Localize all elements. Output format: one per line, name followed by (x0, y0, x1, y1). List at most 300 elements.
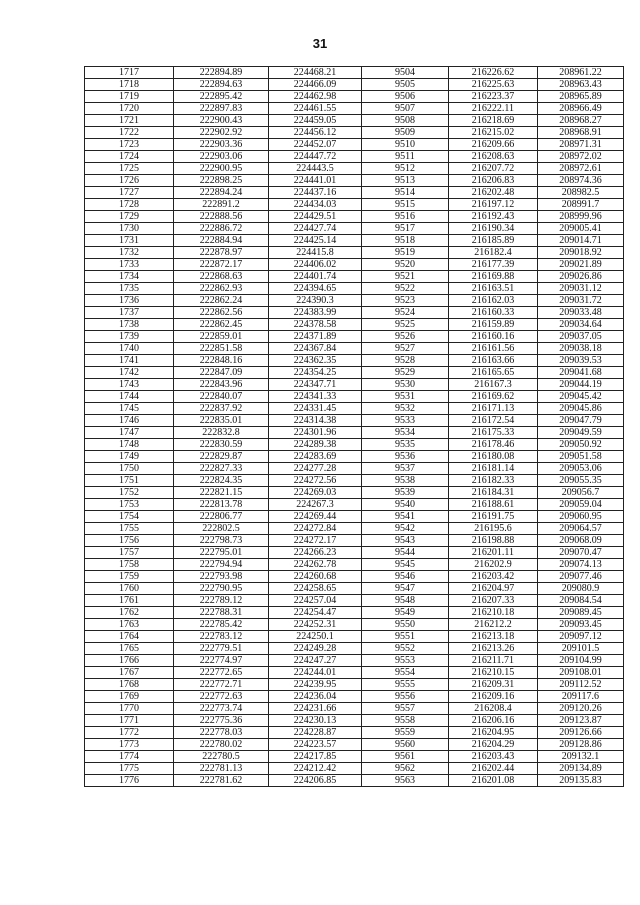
table-row (85, 667, 624, 679)
table-row (85, 679, 624, 691)
y-coordinate-a-cell: 224341.33 (269, 391, 362, 403)
x-coordinate-b-cell: 216212.2 (449, 619, 538, 631)
point-number-b-cell: 9562 (362, 763, 449, 775)
x-coordinate-b-cell: 216160.33 (449, 307, 538, 319)
point-number-a-cell: 1717 (85, 67, 174, 79)
y-coordinate-a-cell: 224461.55 (269, 103, 362, 115)
point-number-b-cell: 9547 (362, 583, 449, 595)
point-number-b-cell: 9550 (362, 619, 449, 631)
point-number-a-cell: 1750 (85, 463, 174, 475)
point-number-b-cell: 9507 (362, 103, 449, 115)
point-number-a-cell: 1765 (85, 643, 174, 655)
y-coordinate-b-cell: 209045.86 (538, 403, 624, 415)
x-coordinate-b-cell: 216162.03 (449, 295, 538, 307)
y-coordinate-b-cell: 208972.02 (538, 151, 624, 163)
point-number-a-cell: 1725 (85, 163, 174, 175)
y-coordinate-a-cell: 224406.02 (269, 259, 362, 271)
x-coordinate-b-cell: 216185.89 (449, 235, 538, 247)
x-coordinate-b-cell: 216202.9 (449, 559, 538, 571)
x-coordinate-b-cell: 216215.02 (449, 127, 538, 139)
y-coordinate-a-cell: 224260.68 (269, 571, 362, 583)
point-number-b-cell: 9545 (362, 559, 449, 571)
x-coordinate-b-cell: 216167.3 (449, 379, 538, 391)
y-coordinate-b-cell: 208965.89 (538, 91, 624, 103)
y-coordinate-a-cell: 224277.28 (269, 463, 362, 475)
point-number-b-cell: 9546 (362, 571, 449, 583)
x-coordinate-b-cell: 216203.42 (449, 571, 538, 583)
y-coordinate-a-cell: 224347.71 (269, 379, 362, 391)
table-row (85, 103, 624, 115)
x-coordinate-a-cell: 222798.73 (174, 535, 269, 547)
y-coordinate-b-cell: 209097.12 (538, 631, 624, 643)
table-row (85, 547, 624, 559)
x-coordinate-a-cell: 222772.71 (174, 679, 269, 691)
point-number-b-cell: 9551 (362, 631, 449, 643)
y-coordinate-a-cell: 224383.99 (269, 307, 362, 319)
point-number-a-cell: 1729 (85, 211, 174, 223)
x-coordinate-a-cell: 222900.43 (174, 115, 269, 127)
y-coordinate-b-cell: 209128.86 (538, 739, 624, 751)
point-number-a-cell: 1745 (85, 403, 174, 415)
point-number-b-cell: 9524 (362, 307, 449, 319)
table-row (85, 151, 624, 163)
point-number-a-cell: 1770 (85, 703, 174, 715)
point-number-a-cell: 1736 (85, 295, 174, 307)
table-row (85, 523, 624, 535)
y-coordinate-a-cell: 224247.27 (269, 655, 362, 667)
point-number-b-cell: 9525 (362, 319, 449, 331)
point-number-b-cell: 9528 (362, 355, 449, 367)
y-coordinate-a-cell: 224456.12 (269, 127, 362, 139)
y-coordinate-b-cell: 209112.52 (538, 679, 624, 691)
y-coordinate-b-cell: 209051.58 (538, 451, 624, 463)
x-coordinate-a-cell: 222847.09 (174, 367, 269, 379)
point-number-a-cell: 1751 (85, 475, 174, 487)
y-coordinate-b-cell: 208961.22 (538, 67, 624, 79)
point-number-b-cell: 9552 (362, 643, 449, 655)
x-coordinate-a-cell: 222837.92 (174, 403, 269, 415)
point-number-b-cell: 9559 (362, 727, 449, 739)
point-number-a-cell: 1727 (85, 187, 174, 199)
x-coordinate-a-cell: 222886.72 (174, 223, 269, 235)
table-row (85, 703, 624, 715)
x-coordinate-a-cell: 222829.87 (174, 451, 269, 463)
point-number-b-cell: 9553 (362, 655, 449, 667)
x-coordinate-a-cell: 222793.98 (174, 571, 269, 583)
y-coordinate-a-cell: 224228.87 (269, 727, 362, 739)
x-coordinate-a-cell: 222785.42 (174, 619, 269, 631)
y-coordinate-a-cell: 224425.14 (269, 235, 362, 247)
y-coordinate-b-cell: 209068.09 (538, 535, 624, 547)
x-coordinate-b-cell: 216159.89 (449, 319, 538, 331)
y-coordinate-b-cell: 209044.19 (538, 379, 624, 391)
y-coordinate-a-cell: 224462.98 (269, 91, 362, 103)
x-coordinate-a-cell: 222894.63 (174, 79, 269, 91)
x-coordinate-b-cell: 216213.18 (449, 631, 538, 643)
point-number-a-cell: 1730 (85, 223, 174, 235)
table-row (85, 775, 624, 787)
y-coordinate-a-cell: 224272.84 (269, 523, 362, 535)
y-coordinate-a-cell: 224266.23 (269, 547, 362, 559)
y-coordinate-a-cell: 224401.74 (269, 271, 362, 283)
x-coordinate-a-cell: 222898.25 (174, 175, 269, 187)
x-coordinate-a-cell: 222832.8 (174, 427, 269, 439)
y-coordinate-a-cell: 224217.85 (269, 751, 362, 763)
y-coordinate-a-cell: 224452.07 (269, 139, 362, 151)
y-coordinate-a-cell: 224354.25 (269, 367, 362, 379)
point-number-b-cell: 9557 (362, 703, 449, 715)
point-number-a-cell: 1759 (85, 571, 174, 583)
y-coordinate-b-cell: 209093.45 (538, 619, 624, 631)
x-coordinate-a-cell: 222862.45 (174, 319, 269, 331)
table-row (85, 175, 624, 187)
y-coordinate-b-cell: 208991.7 (538, 199, 624, 211)
point-number-a-cell: 1731 (85, 235, 174, 247)
point-number-b-cell: 9521 (362, 271, 449, 283)
x-coordinate-b-cell: 216210.15 (449, 667, 538, 679)
point-number-a-cell: 1774 (85, 751, 174, 763)
y-coordinate-b-cell: 209064.57 (538, 523, 624, 535)
point-number-b-cell: 9529 (362, 367, 449, 379)
x-coordinate-a-cell: 222862.93 (174, 283, 269, 295)
y-coordinate-a-cell: 224252.31 (269, 619, 362, 631)
x-coordinate-b-cell: 216181.14 (449, 463, 538, 475)
y-coordinate-a-cell: 224459.05 (269, 115, 362, 127)
table-row (85, 727, 624, 739)
y-coordinate-a-cell: 224314.38 (269, 415, 362, 427)
point-number-a-cell: 1737 (85, 307, 174, 319)
table-row (85, 499, 624, 511)
x-coordinate-a-cell: 222900.95 (174, 163, 269, 175)
point-number-b-cell: 9535 (362, 439, 449, 451)
y-coordinate-a-cell: 224289.38 (269, 439, 362, 451)
table-row (85, 367, 624, 379)
table-row (85, 91, 624, 103)
point-number-b-cell: 9539 (362, 487, 449, 499)
table-row (85, 307, 624, 319)
x-coordinate-b-cell: 216213.26 (449, 643, 538, 655)
table-row (85, 631, 624, 643)
y-coordinate-a-cell: 224244.01 (269, 667, 362, 679)
y-coordinate-b-cell: 209037.05 (538, 331, 624, 343)
x-coordinate-b-cell: 216178.46 (449, 439, 538, 451)
y-coordinate-b-cell: 209117.6 (538, 691, 624, 703)
point-number-b-cell: 9540 (362, 499, 449, 511)
y-coordinate-b-cell: 209031.72 (538, 295, 624, 307)
x-coordinate-b-cell: 216180.08 (449, 451, 538, 463)
point-number-a-cell: 1771 (85, 715, 174, 727)
point-number-a-cell: 1760 (85, 583, 174, 595)
x-coordinate-b-cell: 216160.16 (449, 331, 538, 343)
x-coordinate-a-cell: 222897.83 (174, 103, 269, 115)
y-coordinate-a-cell: 224231.66 (269, 703, 362, 715)
table-row (85, 391, 624, 403)
point-number-b-cell: 9538 (362, 475, 449, 487)
x-coordinate-a-cell: 222862.56 (174, 307, 269, 319)
x-coordinate-a-cell: 222903.36 (174, 139, 269, 151)
x-coordinate-b-cell: 216201.08 (449, 775, 538, 787)
point-number-b-cell: 9509 (362, 127, 449, 139)
x-coordinate-a-cell: 222775.36 (174, 715, 269, 727)
x-coordinate-b-cell: 216161.56 (449, 343, 538, 355)
x-coordinate-a-cell: 222790.95 (174, 583, 269, 595)
y-coordinate-b-cell: 209059.04 (538, 499, 624, 511)
x-coordinate-a-cell: 222813.78 (174, 499, 269, 511)
point-number-a-cell: 1721 (85, 115, 174, 127)
y-coordinate-b-cell: 208968.91 (538, 127, 624, 139)
point-number-a-cell: 1728 (85, 199, 174, 211)
x-coordinate-a-cell: 222773.74 (174, 703, 269, 715)
table-row (85, 319, 624, 331)
point-number-a-cell: 1743 (85, 379, 174, 391)
point-number-b-cell: 9526 (362, 331, 449, 343)
table-row (85, 571, 624, 583)
point-number-a-cell: 1761 (85, 595, 174, 607)
x-coordinate-a-cell: 222827.33 (174, 463, 269, 475)
point-number-b-cell: 9516 (362, 211, 449, 223)
y-coordinate-b-cell: 208982.5 (538, 187, 624, 199)
table-row (85, 259, 624, 271)
y-coordinate-b-cell: 209104.99 (538, 655, 624, 667)
y-coordinate-a-cell: 224443.5 (269, 163, 362, 175)
y-coordinate-a-cell: 224437.16 (269, 187, 362, 199)
point-number-a-cell: 1762 (85, 607, 174, 619)
x-coordinate-a-cell: 222894.89 (174, 67, 269, 79)
y-coordinate-b-cell: 209050.92 (538, 439, 624, 451)
y-coordinate-b-cell: 209060.95 (538, 511, 624, 523)
point-number-a-cell: 1773 (85, 739, 174, 751)
x-coordinate-a-cell: 222783.12 (174, 631, 269, 643)
table-row (85, 247, 624, 259)
x-coordinate-a-cell: 222772.63 (174, 691, 269, 703)
x-coordinate-a-cell: 222806.77 (174, 511, 269, 523)
table-row (85, 415, 624, 427)
point-number-b-cell: 9504 (362, 67, 449, 79)
point-number-b-cell: 9523 (362, 295, 449, 307)
y-coordinate-b-cell: 209134.89 (538, 763, 624, 775)
table-row (85, 379, 624, 391)
y-coordinate-a-cell: 224447.72 (269, 151, 362, 163)
x-coordinate-b-cell: 216209.16 (449, 691, 538, 703)
x-coordinate-a-cell: 222779.51 (174, 643, 269, 655)
point-number-a-cell: 1740 (85, 343, 174, 355)
point-number-a-cell: 1764 (85, 631, 174, 643)
y-coordinate-a-cell: 224301.96 (269, 427, 362, 439)
y-coordinate-b-cell: 209049.59 (538, 427, 624, 439)
x-coordinate-a-cell: 222778.03 (174, 727, 269, 739)
x-coordinate-b-cell: 216163.66 (449, 355, 538, 367)
table-row (85, 511, 624, 523)
point-number-b-cell: 9514 (362, 187, 449, 199)
table-row (85, 487, 624, 499)
y-coordinate-b-cell: 209018.92 (538, 247, 624, 259)
x-coordinate-b-cell: 216203.43 (449, 751, 538, 763)
x-coordinate-b-cell: 216207.33 (449, 595, 538, 607)
point-number-a-cell: 1758 (85, 559, 174, 571)
point-number-a-cell: 1738 (85, 319, 174, 331)
table-row (85, 115, 624, 127)
y-coordinate-b-cell: 209034.64 (538, 319, 624, 331)
y-coordinate-a-cell: 224429.51 (269, 211, 362, 223)
point-number-b-cell: 9519 (362, 247, 449, 259)
y-coordinate-a-cell: 224269.03 (269, 487, 362, 499)
y-coordinate-a-cell: 224362.35 (269, 355, 362, 367)
x-coordinate-b-cell: 216169.88 (449, 271, 538, 283)
x-coordinate-a-cell: 222843.96 (174, 379, 269, 391)
y-coordinate-b-cell: 208968.27 (538, 115, 624, 127)
point-number-b-cell: 9537 (362, 463, 449, 475)
y-coordinate-b-cell: 209053.06 (538, 463, 624, 475)
point-number-b-cell: 9544 (362, 547, 449, 559)
point-number-b-cell: 9508 (362, 115, 449, 127)
point-number-a-cell: 1748 (85, 439, 174, 451)
y-coordinate-a-cell: 224390.3 (269, 295, 362, 307)
point-number-a-cell: 1746 (85, 415, 174, 427)
x-coordinate-a-cell: 222872.17 (174, 259, 269, 271)
table-row (85, 739, 624, 751)
y-coordinate-a-cell: 224441.01 (269, 175, 362, 187)
x-coordinate-a-cell: 222830.59 (174, 439, 269, 451)
x-coordinate-b-cell: 216204.95 (449, 727, 538, 739)
y-coordinate-b-cell: 209135.83 (538, 775, 624, 787)
x-coordinate-b-cell: 216209.66 (449, 139, 538, 151)
table-row (85, 583, 624, 595)
table-row (85, 463, 624, 475)
x-coordinate-a-cell: 222891.2 (174, 199, 269, 211)
point-number-b-cell: 9530 (362, 379, 449, 391)
point-number-b-cell: 9560 (362, 739, 449, 751)
point-number-a-cell: 1735 (85, 283, 174, 295)
point-number-a-cell: 1739 (85, 331, 174, 343)
table-row (85, 427, 624, 439)
x-coordinate-a-cell: 222781.62 (174, 775, 269, 787)
y-coordinate-a-cell: 224367.84 (269, 343, 362, 355)
x-coordinate-b-cell: 216223.37 (449, 91, 538, 103)
y-coordinate-a-cell: 224331.45 (269, 403, 362, 415)
point-number-a-cell: 1734 (85, 271, 174, 283)
point-number-b-cell: 9506 (362, 91, 449, 103)
point-number-b-cell: 9536 (362, 451, 449, 463)
x-coordinate-a-cell: 222789.12 (174, 595, 269, 607)
x-coordinate-a-cell: 222824.35 (174, 475, 269, 487)
table-row (85, 559, 624, 571)
point-number-a-cell: 1744 (85, 391, 174, 403)
x-coordinate-b-cell: 216182.4 (449, 247, 538, 259)
y-coordinate-a-cell: 224250.1 (269, 631, 362, 643)
x-coordinate-b-cell: 216202.44 (449, 763, 538, 775)
table-row (85, 271, 624, 283)
y-coordinate-a-cell: 224468.21 (269, 67, 362, 79)
point-number-a-cell: 1719 (85, 91, 174, 103)
x-coordinate-a-cell: 222862.24 (174, 295, 269, 307)
y-coordinate-a-cell: 224239.95 (269, 679, 362, 691)
point-number-b-cell: 9549 (362, 607, 449, 619)
y-coordinate-a-cell: 224394.65 (269, 283, 362, 295)
table-row (85, 79, 624, 91)
x-coordinate-b-cell: 216197.12 (449, 199, 538, 211)
point-number-a-cell: 1767 (85, 667, 174, 679)
x-coordinate-a-cell: 222840.07 (174, 391, 269, 403)
y-coordinate-b-cell: 209026.86 (538, 271, 624, 283)
x-coordinate-b-cell: 216171.13 (449, 403, 538, 415)
point-number-b-cell: 9520 (362, 259, 449, 271)
y-coordinate-b-cell: 209045.42 (538, 391, 624, 403)
x-coordinate-a-cell: 222835.01 (174, 415, 269, 427)
table-row (85, 763, 624, 775)
point-number-b-cell: 9533 (362, 415, 449, 427)
x-coordinate-b-cell: 216204.29 (449, 739, 538, 751)
table-row (85, 67, 624, 79)
y-coordinate-a-cell: 224254.47 (269, 607, 362, 619)
y-coordinate-b-cell: 209108.01 (538, 667, 624, 679)
point-number-a-cell: 1763 (85, 619, 174, 631)
y-coordinate-b-cell: 209041.68 (538, 367, 624, 379)
y-coordinate-b-cell: 209084.54 (538, 595, 624, 607)
point-number-a-cell: 1756 (85, 535, 174, 547)
point-number-b-cell: 9563 (362, 775, 449, 787)
y-coordinate-b-cell: 209080.9 (538, 583, 624, 595)
x-coordinate-b-cell: 216192.43 (449, 211, 538, 223)
y-coordinate-a-cell: 224269.44 (269, 511, 362, 523)
point-number-a-cell: 1722 (85, 127, 174, 139)
y-coordinate-a-cell: 224272.56 (269, 475, 362, 487)
x-coordinate-a-cell: 222878.97 (174, 247, 269, 259)
x-coordinate-b-cell: 216210.18 (449, 607, 538, 619)
table-row (85, 751, 624, 763)
table-row (85, 439, 624, 451)
table-row (85, 139, 624, 151)
y-coordinate-b-cell: 209055.35 (538, 475, 624, 487)
point-number-a-cell: 1775 (85, 763, 174, 775)
y-coordinate-a-cell: 224434.03 (269, 199, 362, 211)
table-row (85, 199, 624, 211)
y-coordinate-b-cell: 209047.79 (538, 415, 624, 427)
x-coordinate-b-cell: 216208.63 (449, 151, 538, 163)
y-coordinate-b-cell: 209070.47 (538, 547, 624, 559)
x-coordinate-b-cell: 216172.54 (449, 415, 538, 427)
y-coordinate-a-cell: 224262.78 (269, 559, 362, 571)
point-number-b-cell: 9541 (362, 511, 449, 523)
table-row (85, 607, 624, 619)
x-coordinate-a-cell: 222902.92 (174, 127, 269, 139)
point-number-b-cell: 9513 (362, 175, 449, 187)
point-number-a-cell: 1741 (85, 355, 174, 367)
point-number-a-cell: 1766 (85, 655, 174, 667)
x-coordinate-a-cell: 222802.5 (174, 523, 269, 535)
y-coordinate-a-cell: 224283.69 (269, 451, 362, 463)
y-coordinate-b-cell: 209056.7 (538, 487, 624, 499)
table-row (85, 283, 624, 295)
y-coordinate-a-cell: 224378.58 (269, 319, 362, 331)
coordinates-table-body (85, 67, 624, 787)
x-coordinate-a-cell: 222774.97 (174, 655, 269, 667)
table-row (85, 211, 624, 223)
x-coordinate-b-cell: 216204.97 (449, 583, 538, 595)
x-coordinate-b-cell: 216208.4 (449, 703, 538, 715)
x-coordinate-b-cell: 216195.6 (449, 523, 538, 535)
point-number-b-cell: 9555 (362, 679, 449, 691)
point-number-a-cell: 1755 (85, 523, 174, 535)
x-coordinate-b-cell: 216198.88 (449, 535, 538, 547)
point-number-b-cell: 9505 (362, 79, 449, 91)
point-number-b-cell: 9510 (362, 139, 449, 151)
x-coordinate-b-cell: 216190.34 (449, 223, 538, 235)
y-coordinate-a-cell: 224267.3 (269, 499, 362, 511)
x-coordinate-b-cell: 216188.61 (449, 499, 538, 511)
table-row (85, 187, 624, 199)
x-coordinate-b-cell: 216175.33 (449, 427, 538, 439)
table-row (85, 355, 624, 367)
